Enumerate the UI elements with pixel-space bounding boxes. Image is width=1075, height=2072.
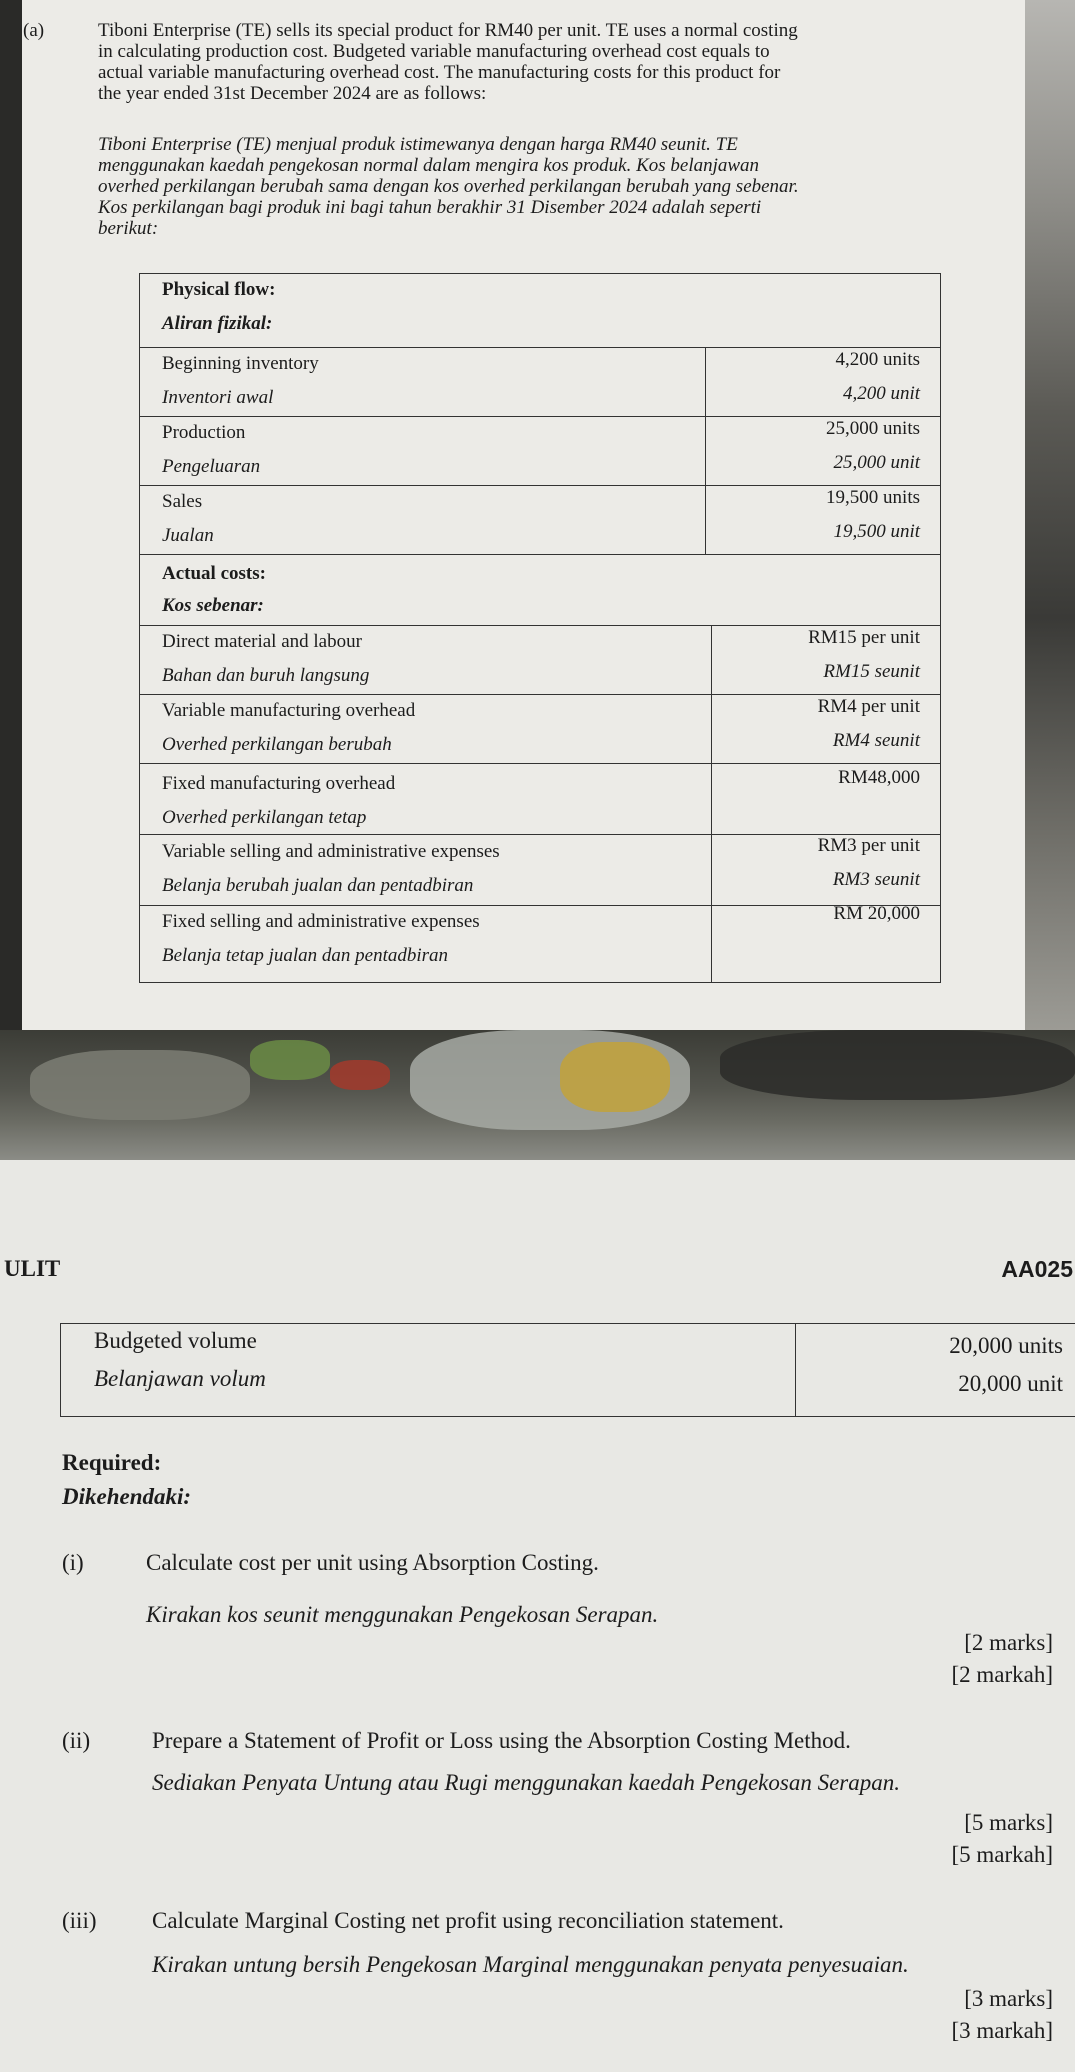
row-label: Beginning inventory bbox=[162, 353, 319, 374]
intro-english bbox=[98, 20, 1018, 104]
row-label-ms: Overhed perkilangan berubah bbox=[162, 734, 392, 755]
row-label-ms: Belanja berubah jualan dan pentadbiran bbox=[162, 875, 474, 896]
budget-label-ms: Belanjawan volum bbox=[94, 1366, 266, 1391]
part-text: Calculate cost per unit using Absorption Costing. bbox=[146, 1550, 599, 1575]
page-header-left: ULIT bbox=[4, 1256, 61, 1281]
row-label-ms: Bahan dan buruh langsung bbox=[162, 665, 370, 686]
intro-en-line: actual variable manufacturing overhead cost. The manufacturing costs for this product for bbox=[98, 62, 781, 83]
row-value-ms: 25,000 unit bbox=[833, 452, 920, 473]
row-value-ms: RM15 seunit bbox=[823, 661, 920, 682]
row-label-ms: Jualan bbox=[162, 525, 214, 546]
part-text: Calculate Marginal Costing net profit using reconciliation statement. bbox=[152, 1908, 784, 1933]
row-label-ms: Belanja tetap jualan dan pentadbiran bbox=[162, 945, 449, 966]
question-label: (a) bbox=[23, 20, 45, 41]
row-value: 4,200 units bbox=[835, 349, 920, 370]
intro-en-line: in calculating production cost. Budgeted variable manufacturing overhead cost equals to bbox=[98, 41, 770, 62]
part-text-ms: Sediakan Penyata Untung atau Rugi menggunakan kaedah Pengekosan Serapan. bbox=[152, 1770, 900, 1795]
row-label: Production bbox=[162, 422, 246, 443]
row-value: 25,000 units bbox=[826, 418, 920, 439]
marks: [2 marks] bbox=[964, 1630, 1053, 1655]
row-label: Fixed selling and administrative expenses bbox=[162, 911, 480, 932]
marks-ms: [5 markah] bbox=[951, 1842, 1053, 1867]
intro-en-line: the year ended 31st December 2024 are as follows: bbox=[98, 83, 487, 104]
page-header-right: AA025 bbox=[1001, 1256, 1073, 1282]
part-number: (ii) bbox=[62, 1728, 91, 1753]
photo-background-strip bbox=[0, 1030, 1075, 1160]
intro-ms-line: overhed perkilangan berubah sama dengan kos overhed perkilangan berubah yang sebenar. bbox=[98, 176, 799, 197]
marks-ms: [2 markah] bbox=[951, 1662, 1053, 1687]
part-text-ms: Kirakan kos seunit menggunakan Pengekosan Serapan. bbox=[146, 1602, 659, 1627]
part-number: (i) bbox=[62, 1550, 84, 1575]
row-label-ms: Overhed perkilangan tetap bbox=[162, 807, 367, 828]
intro-ms-line: berikut: bbox=[98, 218, 159, 239]
intro-ms-line: menggunakan kaedah pengekosan normal dalam mengira kos produk. Kos belanjawan bbox=[98, 155, 760, 176]
required-heading: Required: bbox=[62, 1450, 162, 1475]
part-text-ms: Kirakan untung bersih Pengekosan Marginal menggunakan penyata penyesuaian. bbox=[152, 1952, 909, 1977]
intro-ms-line: Tiboni Enterprise (TE) menjual produk istimewanya dengan harga RM40 seunit. TE bbox=[98, 134, 738, 155]
marks-ms: [3 markah] bbox=[951, 2018, 1053, 2043]
row-value: RM15 per unit bbox=[808, 627, 920, 648]
row-value: RM3 per unit bbox=[817, 835, 920, 856]
row-value: 19,500 units bbox=[826, 487, 920, 508]
intro-ms-line: Kos perkilangan bagi produk ini bagi tahun berakhir 31 Disember 2024 adalah seperti bbox=[98, 197, 762, 218]
row-value-ms: 19,500 unit bbox=[833, 521, 920, 542]
physical-flow-header: Physical flow: bbox=[162, 279, 276, 300]
row-label: Direct material and labour bbox=[162, 631, 362, 652]
actual-costs-header-ms: Kos sebenar: bbox=[162, 595, 264, 616]
exam-page-bottom bbox=[0, 1160, 1075, 2072]
row-value: RM 20,000 bbox=[833, 903, 920, 924]
row-value-ms: 4,200 unit bbox=[842, 383, 920, 404]
row-value: RM48,000 bbox=[838, 767, 920, 788]
row-label: Variable selling and administrative expenses bbox=[162, 841, 500, 862]
row-label: Sales bbox=[162, 491, 203, 512]
row-value-ms: RM3 seunit bbox=[832, 869, 920, 890]
row-label-ms: Pengeluaran bbox=[162, 456, 261, 477]
actual-costs-header: Actual costs: bbox=[162, 563, 266, 584]
marks: [5 marks] bbox=[964, 1810, 1053, 1835]
row-label-ms: Inventori awal bbox=[162, 387, 274, 408]
part-number: (iii) bbox=[62, 1908, 97, 1933]
row-label: Fixed manufacturing overhead bbox=[162, 773, 396, 794]
row-value-ms: RM4 seunit bbox=[832, 730, 920, 751]
background-edge bbox=[1025, 0, 1075, 1030]
budget-value: 20,000 units bbox=[949, 1333, 1063, 1358]
physical-flow-header-ms: Aliran fizikal: bbox=[162, 313, 273, 334]
row-value: RM4 per unit bbox=[817, 696, 920, 717]
exam-page-top bbox=[22, 0, 1025, 1030]
part-text: Prepare a Statement of Profit or Loss using the Absorption Costing Method. bbox=[152, 1728, 851, 1753]
required-heading-ms: Dikehendaki: bbox=[62, 1484, 192, 1509]
budget-label: Budgeted volume bbox=[94, 1328, 257, 1353]
intro-malay bbox=[98, 134, 1018, 239]
budget-value-ms: 20,000 unit bbox=[958, 1371, 1063, 1396]
intro-en-line: Tiboni Enterprise (TE) sells its special product for RM40 per unit. TE uses a normal costing bbox=[98, 20, 798, 41]
row-label: Variable manufacturing overhead bbox=[162, 700, 416, 721]
marks: [3 marks] bbox=[964, 1986, 1053, 2011]
